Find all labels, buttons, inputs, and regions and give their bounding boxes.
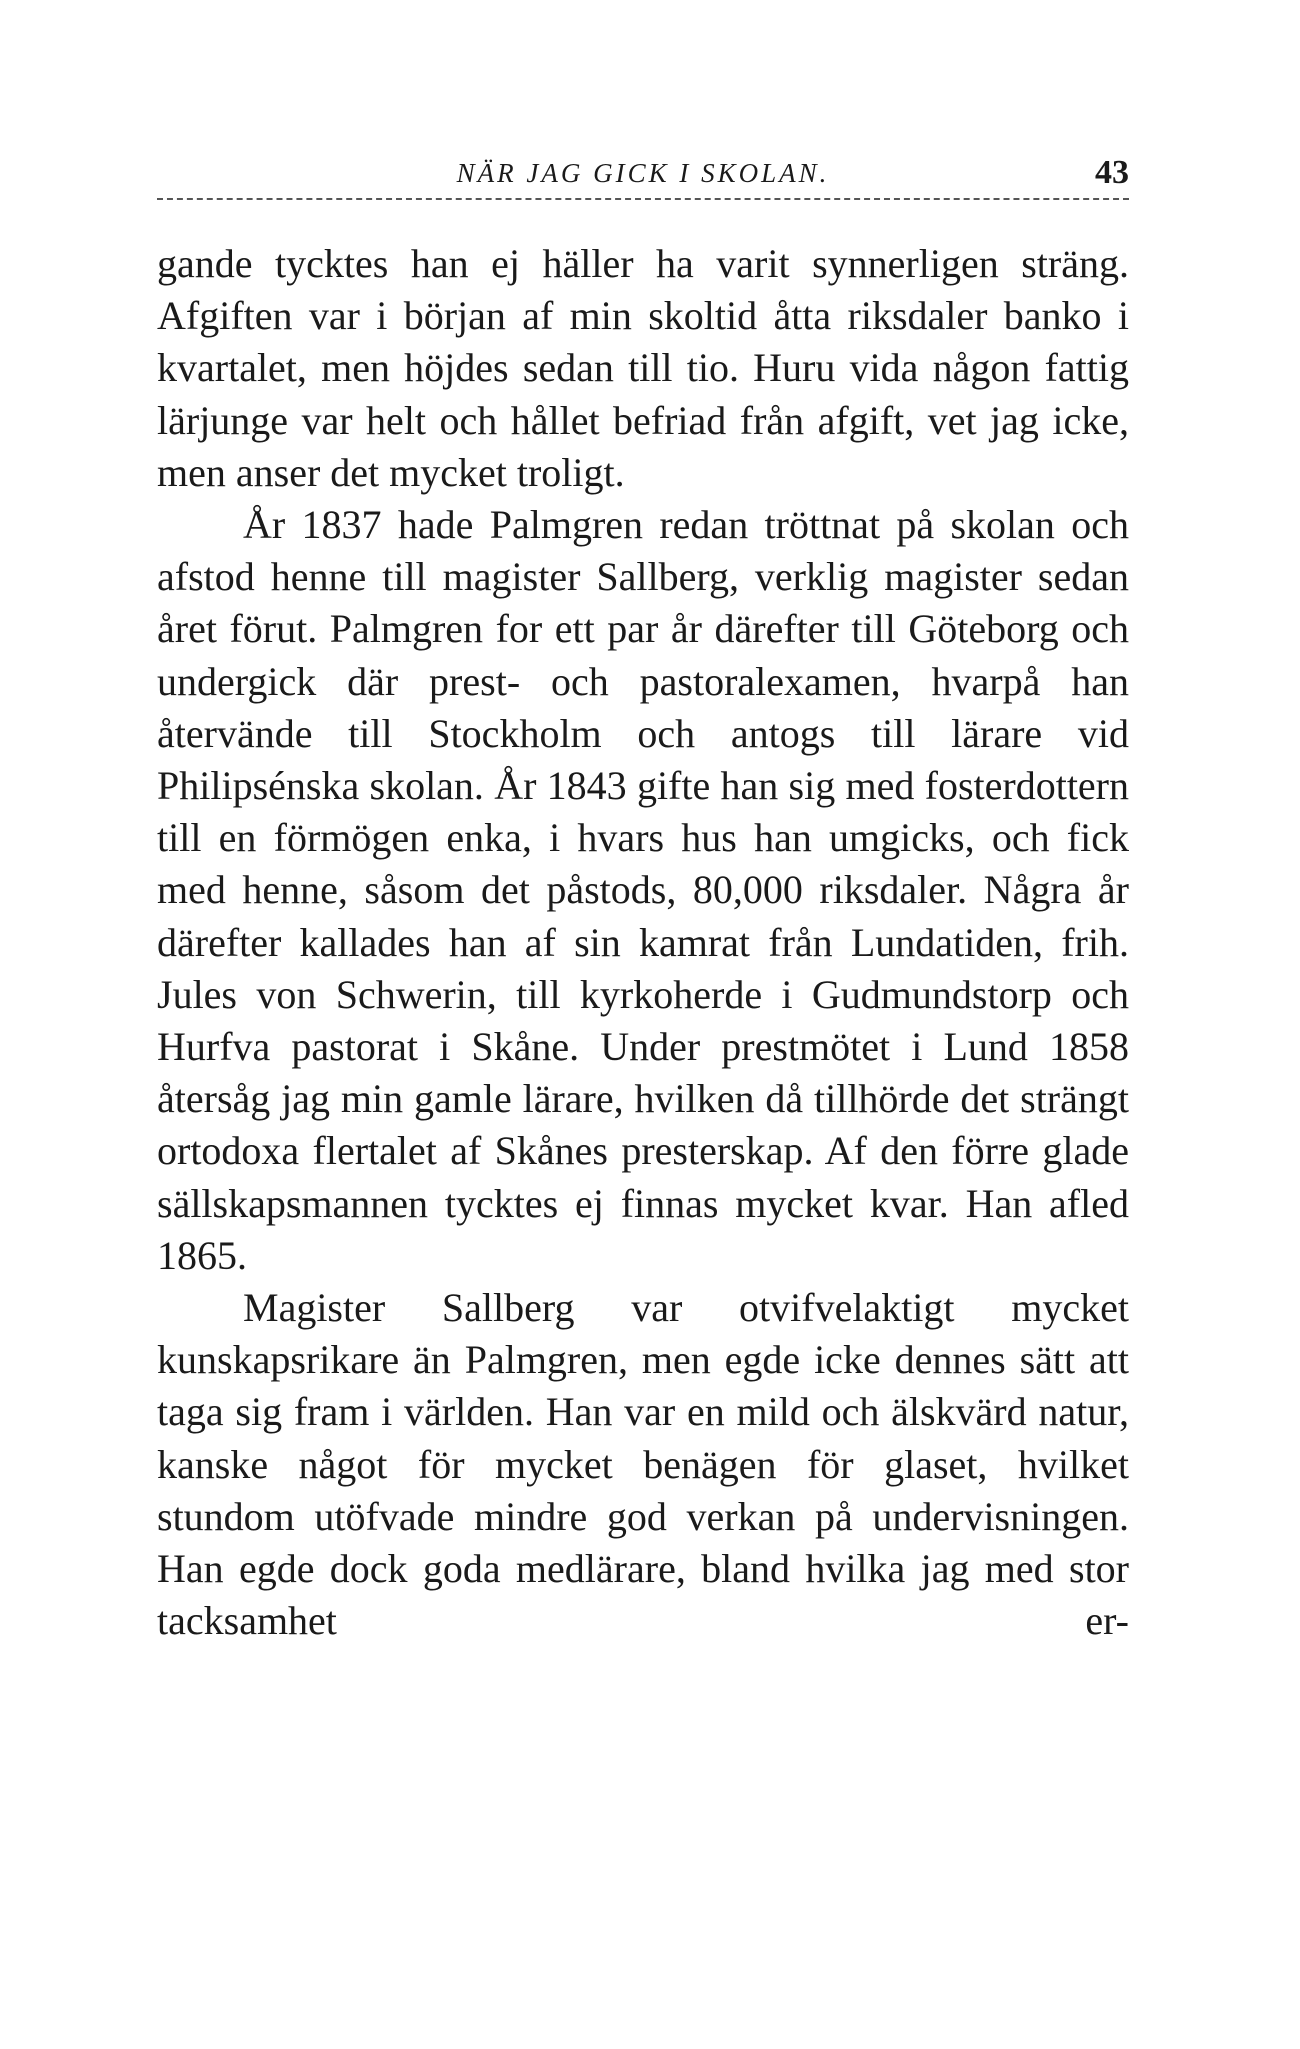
running-title: NÄR JAG GICK I SKOLAN. bbox=[456, 158, 830, 188]
paragraph-1: gande tycktes han ej häller ha varit synnerligen sträng. Afgiften var i början af min skoltid åtta riksdaler banko i kvartalet, men höjdes sedan till tio. Huru vida någon fattig lärjunge var helt och hållet befriad från afgift, vet jag icke, men anser det mycket troligt. bbox=[157, 241, 1129, 495]
page-number: 43 bbox=[1095, 154, 1129, 191]
paragraph-3: Magister Sallberg var otvifvelaktigt mycket kunskapsrikare än Palmgren, men egde icke dennes sätt att taga sig fram i världen. Han var en mild och älskvärd natur, kanske något för mycket benägen för glaset, hvilket stundom utöfvade mindre god verkan på undervisningen. Han egde dock goda medlärare, bland hvilka jag med stor tacksamhet er- bbox=[157, 1285, 1129, 1644]
text-body bbox=[157, 238, 1129, 1647]
running-header bbox=[157, 150, 1129, 200]
paragraph-2: År 1837 hade Palmgren redan tröttnat på skolan och afstod henne till magister Sallberg, verklig magister sedan året förut. Palmgren for ett par år därefter till Göteborg och undergick där prest- och pastoralexamen, hvarpå han återvände till Stockholm och antogs till lärare vid Philipsénska skolan. År 1843 gifte han sig med fosterdottern till en förmögen enka, i hvars hus han umgicks, och fick med henne, såsom det påstods, 80,000 riksdaler. Några år därefter kallades han af sin kamrat från Lundatiden, frih. Jules von Schwerin, till kyrkoherde i Gudmundstorp och Hurfva pastorat i Skåne. Under prestmötet i Lund 1858 återsåg jag min gamle lärare, hvilken då tillhörde det strängt ortodoxa flertalet af Skånes presterskap. Af den förre glade sällskapsmannen tycktes ej finnas mycket kvar. Han afled 1865. bbox=[157, 502, 1129, 1278]
